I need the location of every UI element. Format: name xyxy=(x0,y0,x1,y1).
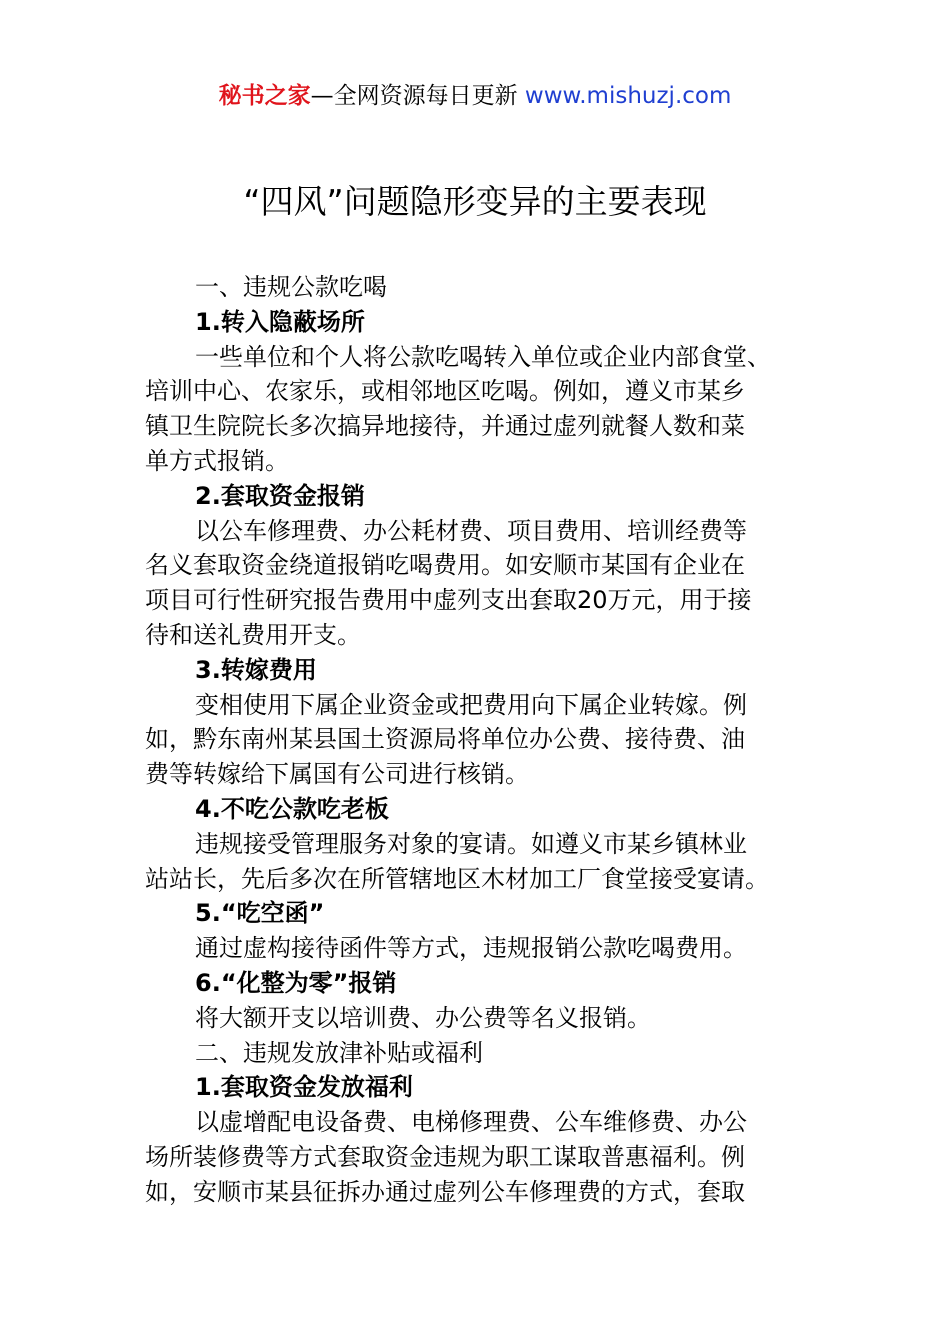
subheading-line: 5.“吃空函” xyxy=(195,899,325,928)
site-header xyxy=(0,80,950,112)
paragraph-line: 以公车修理费、办公耗材费、项目费用、培训经费等 xyxy=(195,516,747,545)
paragraph-line: 培训中心、农家乐，或相邻地区吃喝。例如，遵义市某乡 xyxy=(145,377,745,406)
subheading-line: 1.转入隐蔽场所 xyxy=(195,307,365,336)
document-title: “四风”问题隐形变异的主要表现 xyxy=(243,182,707,221)
paragraph-line: 二、违规发放津补贴或福利 xyxy=(195,1038,483,1067)
site-tagline: —全网资源每日更新 xyxy=(310,83,525,109)
paragraph-line: 镇卫生院院长多次搞异地接待，并通过虚列就餐人数和菜 xyxy=(145,412,745,441)
paragraph-line: 名义套取资金绕道报销吃喝费用。如安顺市某国有企业在 xyxy=(145,551,745,580)
site-brand: 秘书之家 xyxy=(218,83,311,109)
paragraph-line: 待和送礼费用开支。 xyxy=(145,620,361,649)
paragraph-line: 如，安顺市某县征拆办通过虚列公车修理费的方式，套取 xyxy=(145,1177,745,1206)
paragraph-line: 场所装修费等方式套取资金违规为职工谋取普惠福利。例 xyxy=(145,1142,745,1171)
paragraph-line: 变相使用下属企业资金或把费用向下属企业转嫁。例 xyxy=(195,690,747,719)
paragraph-line: 将大额开支以培训费、办公费等名义报销。 xyxy=(195,1003,651,1032)
paragraph-line: 费等转嫁给下属国有公司进行核销。 xyxy=(145,760,529,789)
paragraph-line: 违规接受管理服务对象的宴请。如遵义市某乡镇林业 xyxy=(195,829,747,858)
paragraph-line: 站站长，先后多次在所管辖地区木材加工厂食堂接受宴请。 xyxy=(145,864,769,893)
subheading-line: 3.转嫁费用 xyxy=(195,655,317,684)
paragraph-line: 一、违规公款吃喝 xyxy=(195,273,387,301)
paragraph-line: 以虚增配电设备费、电梯修理费、公车维修费、办公 xyxy=(195,1108,747,1137)
site-url[interactable]: www.mishuzj.com xyxy=(524,83,732,109)
paragraph-line: 通过虚构接待函件等方式，违规报销公款吃喝费用。 xyxy=(195,934,747,963)
paragraph-line: 项目可行性研究报告费用中虚列支出套取20万元，用于接 xyxy=(145,586,752,615)
subheading-line: 6.“化整为零”报销 xyxy=(195,968,397,997)
paragraph-line: 单方式报销。 xyxy=(145,446,289,475)
subheading-line: 2.套取资金报销 xyxy=(195,481,365,510)
subheading-line: 1.套取资金发放福利 xyxy=(195,1073,413,1102)
subheading-line: 4.不吃公款吃老板 xyxy=(195,794,389,823)
paragraph-line: 一些单位和个人将公款吃喝转入单位或企业内部食堂、 xyxy=(195,342,771,371)
paragraph-line: 如，黔东南州某县国土资源局将单位办公费、接待费、油 xyxy=(145,725,745,754)
document-body xyxy=(145,270,809,1210)
